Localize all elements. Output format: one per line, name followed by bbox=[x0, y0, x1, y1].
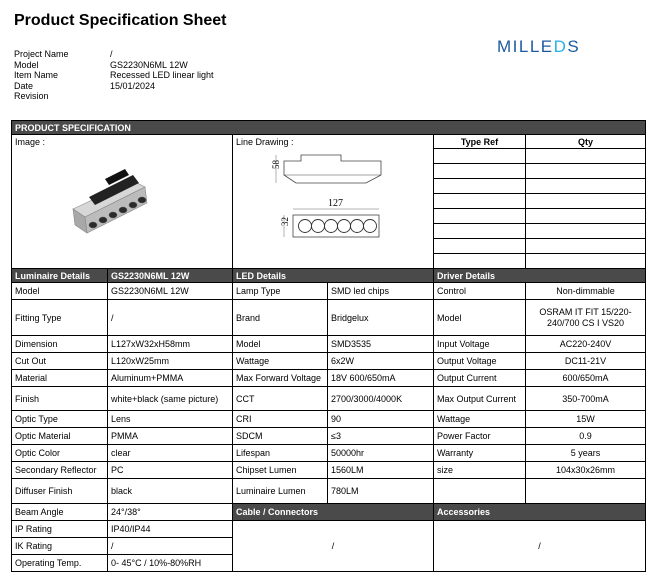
meta-row bbox=[14, 70, 214, 81]
luminaire-label: Finish bbox=[12, 387, 108, 411]
accessories-header: Accessories bbox=[434, 504, 646, 521]
luminaire-label: Fitting Type bbox=[12, 300, 108, 336]
driver-label: Wattage bbox=[434, 411, 526, 428]
driver-value bbox=[526, 479, 646, 504]
driver-value: 0.9 bbox=[526, 428, 646, 445]
product-image-cell bbox=[12, 135, 233, 269]
logo-text-a: MILLE bbox=[497, 37, 554, 56]
led-value: SMD3535 bbox=[328, 336, 434, 353]
meta-value: / bbox=[110, 49, 113, 59]
luminaire-value: white+black (same picture) bbox=[108, 387, 233, 411]
driver-label bbox=[434, 479, 526, 504]
type-ref-cell[interactable] bbox=[434, 194, 526, 209]
project-meta bbox=[14, 49, 214, 102]
led-value: 90 bbox=[328, 411, 434, 428]
led-label: CCT bbox=[233, 387, 328, 411]
type-ref-cell[interactable] bbox=[434, 179, 526, 194]
led-value: Bridgelux bbox=[328, 300, 434, 336]
luminaire-label: Model bbox=[12, 283, 108, 300]
led-label: Lamp Type bbox=[233, 283, 328, 300]
qty-cell[interactable] bbox=[526, 209, 646, 224]
luminaire-value: IP40/IP44 bbox=[108, 521, 233, 538]
luminaire-label: Diffuser Finish bbox=[12, 479, 108, 504]
luminaire-value: L120xW25mm bbox=[108, 353, 233, 370]
cable-connectors-value: / bbox=[233, 521, 434, 572]
luminaire-value: clear bbox=[108, 445, 233, 462]
driver-label: Max Output Current bbox=[434, 387, 526, 411]
driver-value: 600/650mA bbox=[526, 370, 646, 387]
driver-label: Output Current bbox=[434, 370, 526, 387]
driver-value: 5 years bbox=[526, 445, 646, 462]
luminaire-value: / bbox=[108, 300, 233, 336]
meta-label: Date bbox=[14, 80, 34, 91]
qty-cell[interactable] bbox=[526, 254, 646, 269]
meta-row bbox=[14, 49, 214, 60]
luminaire-value: Lens bbox=[108, 411, 233, 428]
driver-label: Warranty bbox=[434, 445, 526, 462]
type-ref-cell[interactable] bbox=[434, 149, 526, 164]
qty-cell[interactable] bbox=[526, 149, 646, 164]
luminaire-label: Optic Type bbox=[12, 411, 108, 428]
led-value: 2700/3000/4000K bbox=[328, 387, 434, 411]
luminaire-value: Aluminum+PMMA bbox=[108, 370, 233, 387]
meta-row bbox=[14, 91, 214, 102]
line-drawing bbox=[236, 147, 426, 255]
led-label: Max Forward Voltage bbox=[233, 370, 328, 387]
led-label: CRI bbox=[233, 411, 328, 428]
luminaire-details-header: Luminaire Details bbox=[12, 269, 108, 283]
led-value: 18V 600/650mA bbox=[328, 370, 434, 387]
meta-value: 15/01/2024 bbox=[110, 80, 156, 91]
led-label: SDCM bbox=[233, 428, 328, 445]
led-label: Wattage bbox=[233, 353, 328, 370]
luminaire-value: black bbox=[108, 479, 233, 504]
luminaire-value: 0- 45°C / 10%-80%RH bbox=[108, 555, 233, 572]
luminaire-label: Material bbox=[12, 370, 108, 387]
meta-label: Model bbox=[14, 59, 39, 70]
luminaire-value: PC bbox=[108, 462, 233, 479]
luminaire-label: IP Rating bbox=[12, 521, 108, 538]
luminaire-label: Dimension bbox=[12, 336, 108, 353]
driver-value: AC220-240V bbox=[526, 336, 646, 353]
driver-value: 15W bbox=[526, 411, 646, 428]
luminaire-label: Optic Color bbox=[12, 445, 108, 462]
line-drawing-cell bbox=[233, 135, 434, 269]
driver-value: 350-700mA bbox=[526, 387, 646, 411]
led-label: Model bbox=[233, 336, 328, 353]
led-label: Chipset Lumen bbox=[233, 462, 328, 479]
led-details-header: LED Details bbox=[233, 269, 434, 283]
driver-label: Control bbox=[434, 283, 526, 300]
led-value: SMD led chips bbox=[328, 283, 434, 300]
qty-cell[interactable] bbox=[526, 179, 646, 194]
dim-height-label: 58 bbox=[271, 160, 281, 169]
luminaire-label: Operating Temp. bbox=[12, 555, 108, 572]
dim-width-label: 127 bbox=[328, 198, 343, 209]
driver-label: Input Voltage bbox=[434, 336, 526, 353]
meta-value: GS2230N6ML 12W bbox=[110, 59, 188, 70]
meta-label: Item Name bbox=[14, 70, 59, 80]
company-logo bbox=[497, 37, 597, 57]
luminaire-value: GS2230N6ML 12W bbox=[108, 283, 233, 300]
led-value: 6x2W bbox=[328, 353, 434, 370]
meta-value: Recessed LED linear light bbox=[110, 70, 214, 80]
image-label: Image : bbox=[15, 137, 46, 147]
luminaire-label: Secondary Reflector bbox=[12, 462, 108, 479]
driver-label: size bbox=[434, 462, 526, 479]
type-ref-cell[interactable] bbox=[434, 239, 526, 254]
driver-value: DC11-21V bbox=[526, 353, 646, 370]
driver-label: Model bbox=[434, 300, 526, 336]
meta-row bbox=[14, 81, 214, 92]
meta-label: Project Name bbox=[14, 49, 69, 59]
qty-cell[interactable] bbox=[526, 164, 646, 179]
meta-row bbox=[14, 60, 214, 71]
luminaire-label: Cut Out bbox=[12, 353, 108, 370]
section-header: PRODUCT SPECIFICATION bbox=[12, 121, 646, 135]
luminaire-value: L127xW32xH58mm bbox=[108, 336, 233, 353]
page-title: Product Specification Sheet bbox=[14, 12, 227, 29]
type-ref-cell[interactable] bbox=[434, 224, 526, 239]
led-value: 780LM bbox=[328, 479, 434, 504]
cable-connectors-header: Cable / Connectors bbox=[233, 504, 434, 521]
driver-label: Power Factor bbox=[434, 428, 526, 445]
qty-cell[interactable] bbox=[526, 224, 646, 239]
led-label: Brand bbox=[233, 300, 328, 336]
qty-header: Qty bbox=[526, 135, 646, 149]
driver-value: Non-dimmable bbox=[526, 283, 646, 300]
driver-value: OSRAM IT FIT 15/220-240/700 CS I VS20 bbox=[526, 300, 646, 336]
type-ref-cell[interactable] bbox=[434, 209, 526, 224]
led-value: 50000hr bbox=[328, 445, 434, 462]
luminaire-details-header-value: GS2230N6ML 12W bbox=[108, 269, 233, 283]
luminaire-label: Optic Material bbox=[12, 428, 108, 445]
led-value: ≤3 bbox=[328, 428, 434, 445]
luminaire-value: PMMA bbox=[108, 428, 233, 445]
luminaire-label: Beam Angle bbox=[12, 504, 108, 521]
accessories-value: / bbox=[434, 521, 646, 572]
luminaire-value: 24°/38° bbox=[108, 504, 233, 521]
qty-cell[interactable] bbox=[526, 194, 646, 209]
luminaire-value: / bbox=[108, 538, 233, 555]
spec-table bbox=[11, 120, 646, 572]
logo-text-c: S bbox=[567, 37, 581, 56]
led-label: Luminaire Lumen bbox=[233, 479, 328, 504]
drawing-label: Line Drawing : bbox=[236, 137, 294, 147]
driver-label: Output Voltage bbox=[434, 353, 526, 370]
qty-cell[interactable] bbox=[526, 239, 646, 254]
dim-depth-label: 32 bbox=[280, 217, 290, 226]
logo-text-b: D bbox=[553, 37, 568, 56]
led-value: 1560LM bbox=[328, 462, 434, 479]
type-ref-cell[interactable] bbox=[434, 254, 526, 269]
type-ref-header: Type Ref bbox=[434, 135, 526, 149]
type-ref-cell[interactable] bbox=[434, 164, 526, 179]
product-photo bbox=[15, 151, 215, 241]
driver-value: 104x30x26mm bbox=[526, 462, 646, 479]
led-label: Lifespan bbox=[233, 445, 328, 462]
luminaire-label: IK Rating bbox=[12, 538, 108, 555]
driver-details-header: Driver Details bbox=[434, 269, 646, 283]
meta-label: Revision bbox=[14, 91, 49, 101]
